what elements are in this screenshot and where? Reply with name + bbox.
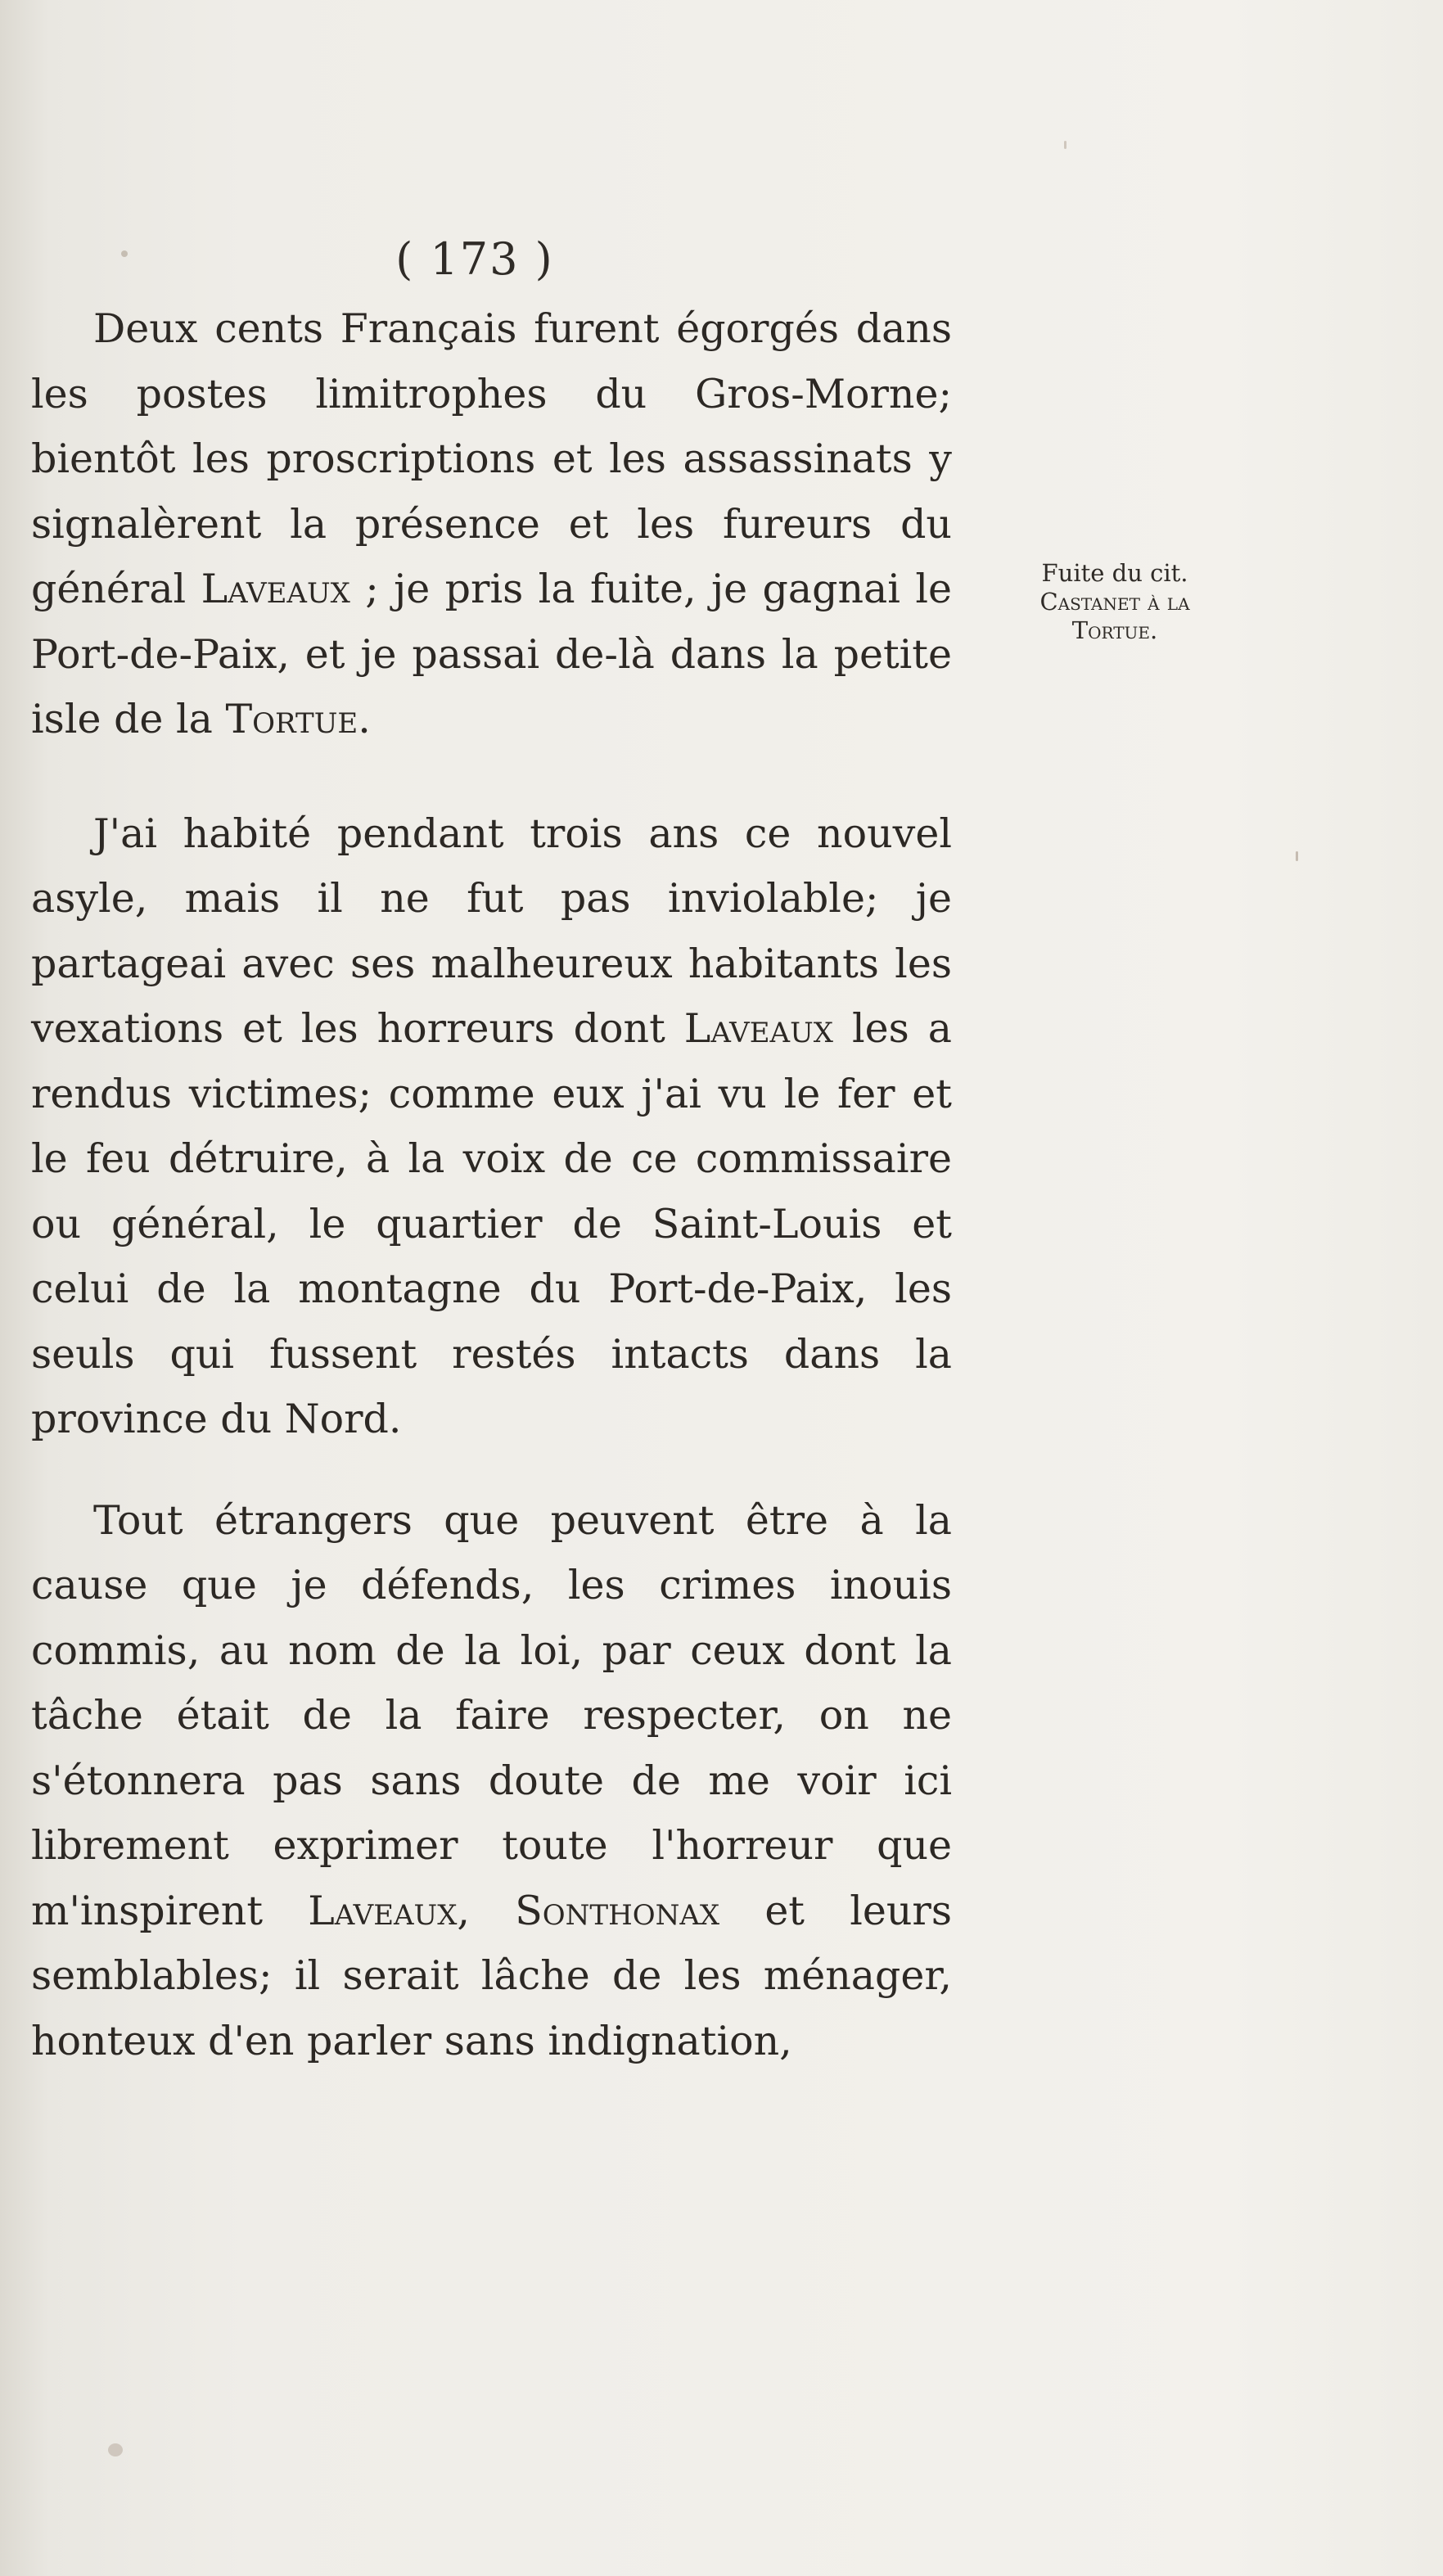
- margin-note-line: Fuite du cit.: [1041, 559, 1188, 587]
- paragraph-text: ,: [457, 1887, 516, 1934]
- margin-note-line: Castanet à la: [1039, 588, 1190, 616]
- paragraph-text: et leurs semblables; il serait lâche de les ménager, honteux d'en parler sans indignation,: [31, 1887, 953, 2064]
- name-laveaux: Laveaux: [683, 1005, 833, 1052]
- name-sonthonax: Sonthonax: [515, 1887, 720, 1934]
- margin-note: [992, 559, 1238, 645]
- name-laveaux: Laveaux: [201, 566, 350, 612]
- paragraph-gap: [31, 1452, 952, 1488]
- paragraph-text: J'ai habité pendant trois ans ce nouvel asyle, mais il ne fut pas inviolable; je partageai avec ses malheureux habitants les vexations et les horreurs dont: [31, 810, 952, 1052]
- paragraph-text: .: [358, 696, 371, 742]
- paragraph-text: ; je pris la fuite, je gagnai le Port-de-Paix, et je passai de-là dans la petite isle de la: [31, 566, 952, 742]
- paragraph-gap: [31, 752, 952, 801]
- margin-note-line: Tortue.: [1071, 616, 1158, 644]
- paper-spot: [121, 250, 128, 257]
- body-text: [31, 296, 952, 2073]
- paragraph-3: [31, 1488, 952, 2074]
- paragraph-text: les a rendus victimes; comme eux j'ai vu le fer et le feu détruire, à la voix de ce commissaire ou général, le quartier de Saint-Louis et celui de la montagne du Port-de-Paix, les seuls qui fussent restés intacts dans la province du Nord.: [31, 1005, 953, 1442]
- paper-spot: [108, 2443, 123, 2456]
- paper-spot: [1296, 851, 1298, 861]
- page-number: ( 173 ): [395, 233, 554, 285]
- paragraph-text: Tout étrangers que peuvent être à la cause que je défends, les crimes inouis commis, au nom de la loi, par ceux dont la tâche était de la faire respecter, on ne s'étonnera pas sans doute de me voir ici librement exprimer toute l'horreur que m'inspirent: [31, 1496, 952, 1934]
- paragraph-2: [31, 801, 952, 1452]
- paragraph-1: [31, 296, 952, 752]
- name-laveaux: Laveaux: [308, 1887, 458, 1934]
- name-tortue: Tortue: [225, 696, 358, 742]
- paper-spot: [1064, 141, 1066, 149]
- paragraph-text: Deux cents Français furent égorgés dans les postes limitrophes du Gros-Morne; bientôt les proscriptions et les assassinats y signalèrent la présence et les fureurs du général: [31, 305, 952, 612]
